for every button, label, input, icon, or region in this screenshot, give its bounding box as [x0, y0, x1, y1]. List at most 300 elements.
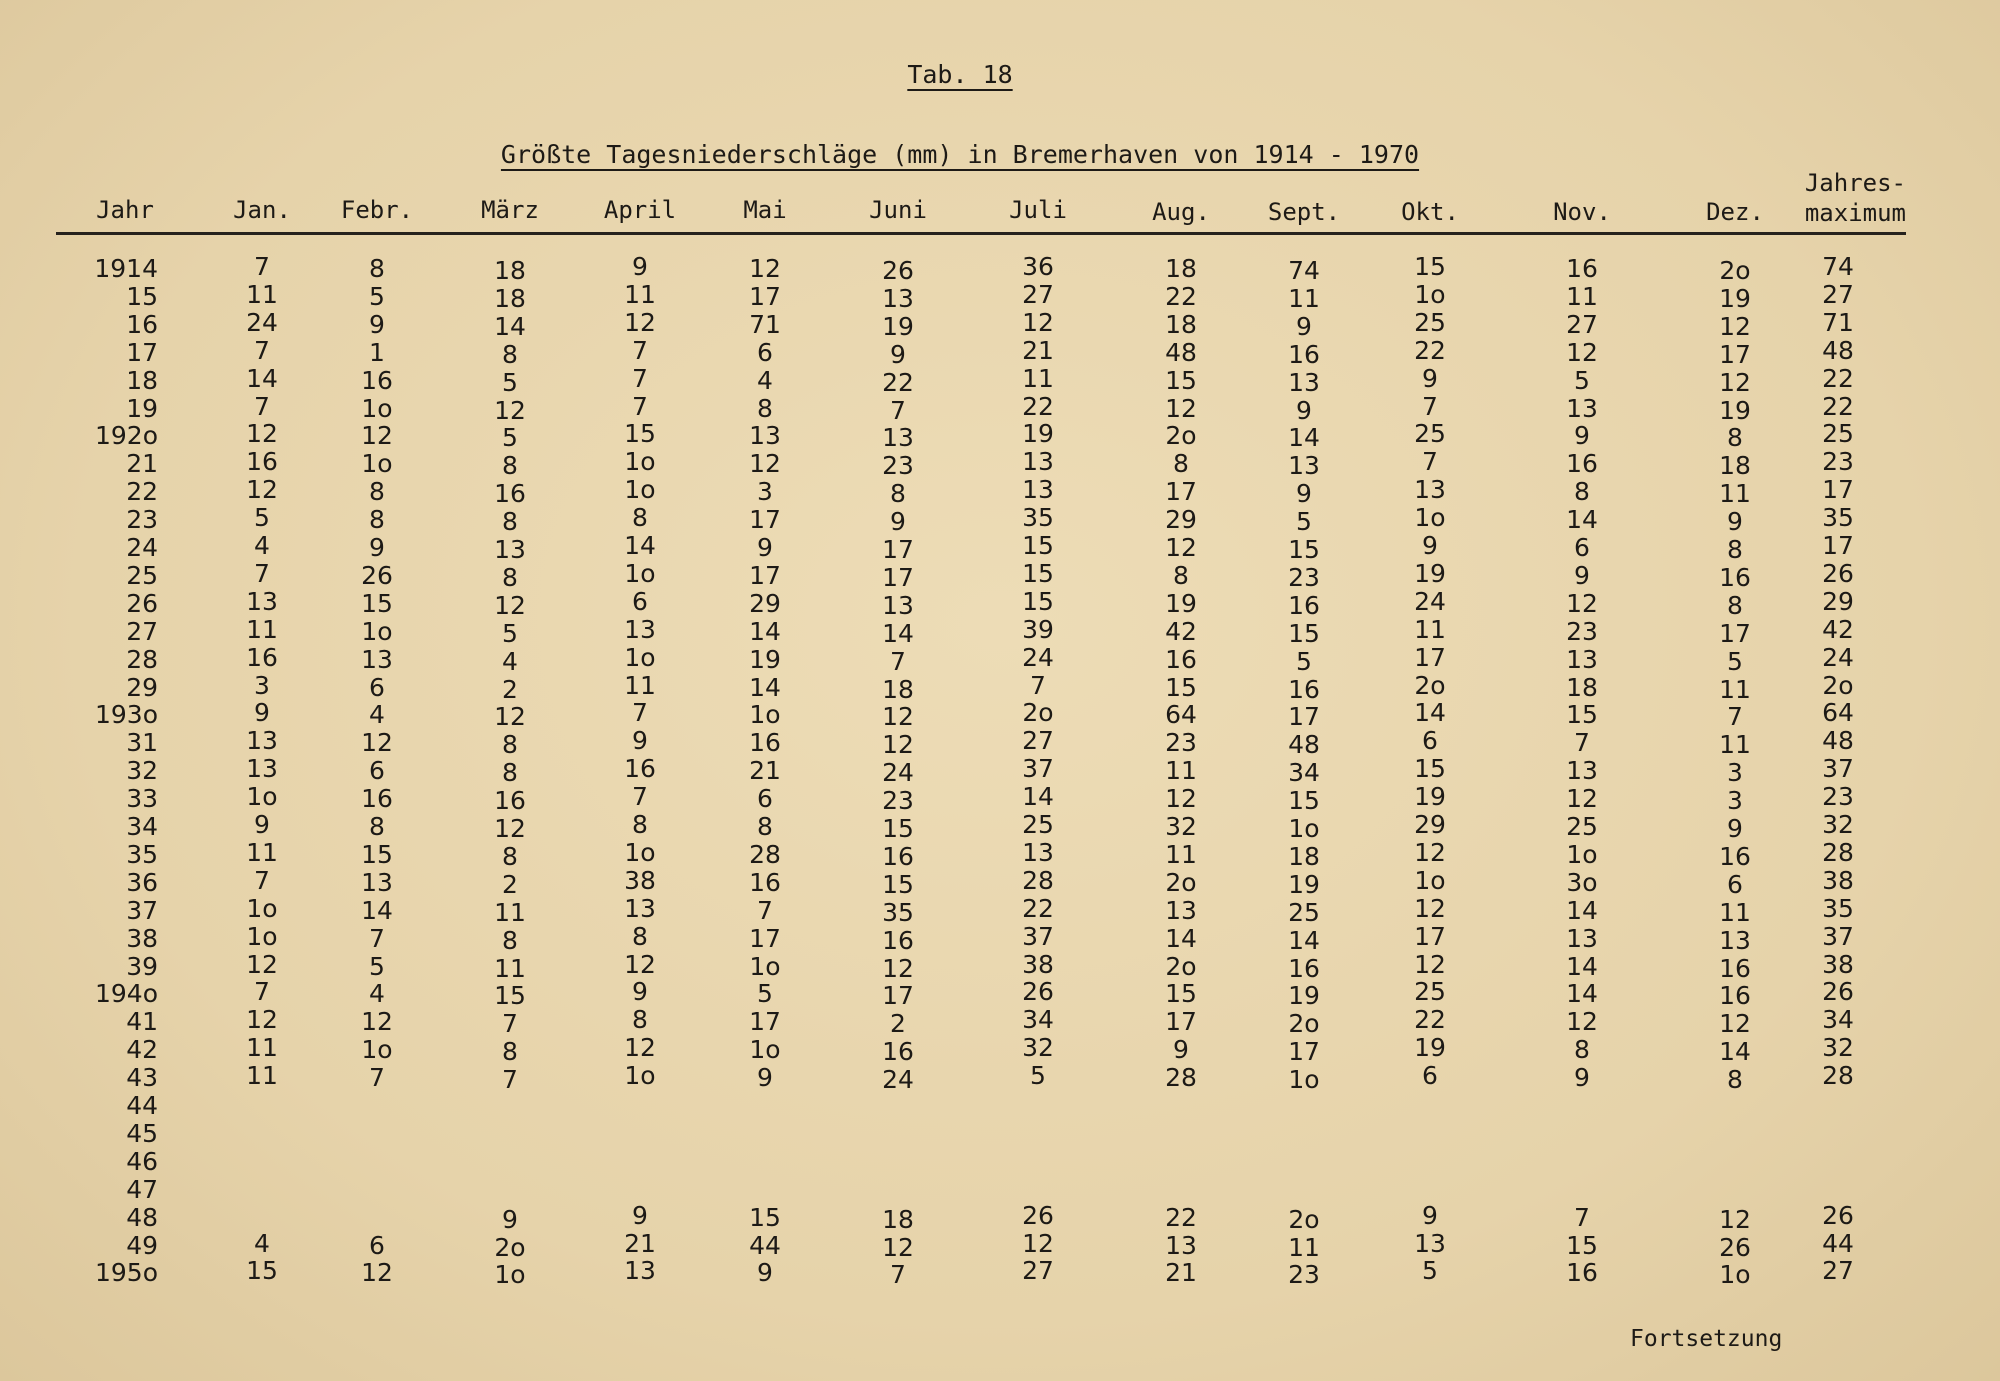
table-cell: 44 [1822, 1228, 1854, 1258]
table-cell: 17 [1822, 475, 1854, 505]
table-cell: 4 [254, 531, 270, 560]
table-cell: 9 [1422, 1200, 1438, 1230]
table-cell: 8 [369, 477, 385, 507]
table-cell: 17 [1719, 618, 1751, 648]
table-cell: 26 [361, 560, 393, 590]
column-header: Juni [869, 196, 927, 224]
table-cell: 34 [1022, 1005, 1054, 1035]
table-cell: 74 [1288, 256, 1320, 285]
table-cell: 13 [1566, 923, 1598, 953]
table-cell: 16 [1165, 644, 1197, 674]
table-cell: 21 [1165, 1258, 1197, 1288]
table-cell: 12 [882, 953, 914, 983]
table-cell: 13 [1165, 1230, 1197, 1260]
table-cell: 15 [1566, 700, 1598, 730]
table-cell: 23 [1822, 447, 1854, 477]
table-cell: 11 [246, 1033, 278, 1063]
table-cell: 3 [757, 477, 773, 507]
table-cell: 15 [1414, 252, 1446, 281]
table-cell: 15 [1288, 618, 1320, 648]
table-cell: 26 [1822, 977, 1854, 1007]
table-cell: 48 [1165, 337, 1197, 367]
column-header: Juli [1009, 196, 1067, 224]
table-cell: 16 [494, 479, 526, 509]
column-header: März [481, 196, 539, 224]
table-cell: 6 [1422, 1061, 1438, 1091]
table-cell: 16 [882, 925, 914, 955]
table-cell: 16 [882, 1037, 914, 1067]
table-cell: 16 [1719, 562, 1751, 592]
table-cell: 13 [882, 590, 914, 620]
table-cell: 18 [1165, 254, 1197, 283]
table-cell: 16 [1719, 981, 1751, 1011]
table-cell: 13 [1566, 644, 1598, 674]
table-cell: 15 [1022, 586, 1054, 616]
table-cell: 18 [1288, 841, 1320, 871]
year-cell: 29 [126, 672, 158, 702]
table-cell: 6 [369, 672, 385, 702]
table-cell: 7 [890, 646, 906, 676]
table-cell: 11 [624, 670, 656, 700]
table-cell: 18 [882, 674, 914, 704]
table-cell: 5 [1574, 365, 1590, 395]
table-cell: 3 [254, 670, 270, 700]
year-cell: 22 [126, 477, 158, 507]
table-cell: 13 [624, 893, 656, 923]
table-cell: 9 [1296, 479, 1312, 509]
table-cell: 27 [1022, 279, 1054, 309]
table-cell: 8 [502, 339, 518, 369]
table-cell: 28 [1822, 1061, 1854, 1091]
table-cell: 1o [1414, 279, 1446, 309]
table-cell: 4 [502, 646, 518, 676]
table-cell: 9 [757, 1063, 773, 1093]
year-cell: 26 [126, 588, 158, 618]
table-cell: 2o [1288, 1009, 1320, 1039]
table-cell: 5 [1727, 646, 1743, 676]
table-cell: 17 [1414, 642, 1446, 672]
table-cell: 8 [502, 925, 518, 955]
year-cell: 193o [94, 700, 158, 730]
table-cell: 13 [246, 726, 278, 756]
table-cell: 1o [624, 642, 656, 672]
table-cell: 16 [749, 867, 781, 897]
table-cell: 29 [1414, 810, 1446, 839]
table-cell: 32 [1165, 812, 1197, 841]
table-cell: 2 [890, 1009, 906, 1039]
table-cell: 7 [632, 391, 648, 421]
table-cell: 38 [1822, 949, 1854, 979]
table-cell: 2o [1022, 698, 1054, 728]
table-cell: 29 [1165, 505, 1197, 535]
table-cell: 9 [757, 533, 773, 562]
year-cell: 34 [126, 812, 158, 841]
table-cell: 26 [1822, 1200, 1854, 1230]
year-cell: 45 [126, 1118, 158, 1148]
table-cell: 14 [1566, 979, 1598, 1009]
table-cell: 5 [502, 423, 518, 453]
table-cell: 17 [749, 560, 781, 590]
table-cell: 16 [624, 754, 656, 784]
table-cell: 48 [1822, 726, 1854, 756]
table-cell: 18 [1165, 309, 1197, 339]
table-cell: 1o [1288, 1065, 1320, 1095]
table-cell: 9 [254, 810, 270, 839]
table-cell: 13 [361, 644, 393, 674]
table-cell: 14 [749, 672, 781, 702]
table-cell: 5 [1296, 646, 1312, 676]
table-cell: 16 [1719, 841, 1751, 871]
table-cell: 18 [494, 256, 526, 285]
table-cell: 2o [1719, 256, 1751, 285]
table-cell: 7 [890, 395, 906, 425]
table-cell: 6 [1574, 533, 1590, 562]
table-cell: 9 [757, 1258, 773, 1288]
table-cell: 12 [1566, 588, 1598, 618]
table-cell: 16 [1566, 254, 1598, 283]
table-cell: 12 [1414, 949, 1446, 979]
table-label: Tab. 18 [907, 60, 1013, 89]
table-cell: 13 [1022, 447, 1054, 477]
table-cell: 7 [254, 865, 270, 895]
table-cell: 14 [1165, 923, 1197, 953]
table-cell: 16 [1566, 1258, 1598, 1288]
table-cell: 11 [246, 837, 278, 867]
table-cell: 17 [1288, 702, 1320, 732]
table-cell: 12 [361, 421, 393, 451]
table-cell: 19 [1165, 588, 1197, 618]
table-cell: 25 [1288, 897, 1320, 927]
table-cell: 12 [361, 728, 393, 758]
table-cell: 6 [369, 756, 385, 786]
table-cell: 13 [1566, 393, 1598, 423]
table-cell: 15 [1288, 535, 1320, 564]
table-cell: 1o [246, 893, 278, 923]
table-cell: 9 [1574, 421, 1590, 451]
table-cell: 7 [1422, 391, 1438, 421]
table-cell: 14 [1288, 925, 1320, 955]
table-cell: 9 [632, 252, 648, 281]
table-cell: 28 [1822, 837, 1854, 867]
table-cell: 22 [1414, 335, 1446, 365]
table-cell: 6 [1422, 726, 1438, 756]
table-cell: 5 [502, 367, 518, 397]
year-cell: 43 [126, 1063, 158, 1093]
table-cell: 13 [1288, 367, 1320, 397]
table-cell: 7 [1727, 702, 1743, 732]
table-cell: 6 [1727, 869, 1743, 899]
table-cell: 8 [369, 812, 385, 841]
table-cell: 13 [1288, 451, 1320, 481]
year-cell: 47 [126, 1174, 158, 1204]
table-cell: 9 [1173, 1035, 1189, 1065]
table-cell: 1o [749, 951, 781, 981]
table-cell: 11 [624, 279, 656, 309]
table-cell: 5 [369, 281, 385, 311]
table-cell: 12 [361, 1007, 393, 1037]
table-cell: 17 [1165, 1007, 1197, 1037]
table-cell: 9 [632, 726, 648, 756]
table-cell: 8 [1173, 449, 1189, 479]
table-cell: 25 [1414, 419, 1446, 449]
table-cell: 8 [502, 730, 518, 760]
table-cell: 7 [632, 782, 648, 812]
table-cell: 12 [1566, 784, 1598, 814]
table-cell: 42 [1165, 616, 1197, 646]
table-cell: 6 [632, 586, 648, 616]
table-cell: 18 [494, 283, 526, 313]
table-cell: 4 [254, 1228, 270, 1258]
year-cell: 41 [126, 1007, 158, 1037]
table-cell: 16 [246, 447, 278, 477]
table-cell: 71 [1822, 307, 1854, 337]
table-cell: 12 [624, 949, 656, 979]
table-cell: 8 [502, 758, 518, 788]
table-cell: 14 [1566, 895, 1598, 925]
table-cell: 13 [882, 423, 914, 453]
table-cell: 25 [1022, 810, 1054, 839]
table-cell: 1o [361, 393, 393, 423]
table-cell: 16 [1288, 590, 1320, 620]
table-cell: 7 [1030, 670, 1046, 700]
column-header: Jahr [96, 196, 154, 224]
table-cell: 13 [1022, 475, 1054, 505]
table-cell: 38 [1022, 949, 1054, 979]
year-cell: 31 [126, 728, 158, 758]
table-cell: 16 [246, 642, 278, 672]
table-cell: 37 [1022, 754, 1054, 784]
table-cell: 12 [882, 1232, 914, 1262]
table-cell: 17 [749, 505, 781, 535]
table-cell: 11 [1719, 730, 1751, 760]
year-cell: 192o [94, 421, 158, 451]
table-cell: 11 [1165, 839, 1197, 869]
table-cell: 27 [1822, 1256, 1854, 1286]
table-cell: 9 [890, 507, 906, 537]
table-cell: 16 [1719, 953, 1751, 983]
year-cell: 28 [126, 644, 158, 674]
table-cell: 12 [361, 1258, 393, 1288]
table-cell: 12 [1719, 367, 1751, 397]
table-cell: 14 [1288, 423, 1320, 453]
table-cell: 42 [1822, 614, 1854, 644]
table-cell: 3o [1566, 867, 1598, 897]
year-cell: 46 [126, 1146, 158, 1176]
continuation-note: Fortsetzung [1630, 1326, 1783, 1352]
table-cell: 21 [1022, 335, 1054, 365]
table-cell: 14 [624, 531, 656, 560]
year-cell: 48 [126, 1202, 158, 1232]
year-cell: 17 [126, 337, 158, 367]
table-cell: 15 [749, 1202, 781, 1232]
table-cell: 2o [1414, 670, 1446, 700]
table-cell: 8 [1574, 1035, 1590, 1065]
table-cell: 7 [757, 895, 773, 925]
table-cell: 2 [502, 674, 518, 704]
table-cell: 1o [624, 837, 656, 867]
table-cell: 8 [1727, 423, 1743, 453]
table-cell: 12 [1414, 837, 1446, 867]
table-cell: 64 [1822, 698, 1854, 728]
table-cell: 8 [1727, 590, 1743, 620]
table-cell: 28 [1165, 1063, 1197, 1093]
column-header: Febr. [340, 196, 414, 224]
table-cell: 1o [1414, 503, 1446, 533]
table-cell: 15 [1414, 754, 1446, 784]
table-cell: 15 [361, 588, 393, 618]
year-cell: 24 [126, 533, 158, 562]
table-cell: 74 [1822, 252, 1854, 281]
table-cell: 23 [1566, 616, 1598, 646]
table-cell: 7 [254, 335, 270, 365]
table-cell: 29 [1822, 586, 1854, 616]
table-cell: 11 [1719, 674, 1751, 704]
table-cell: 22 [1165, 1202, 1197, 1232]
table-cell: 1o [624, 447, 656, 477]
table-cell: 13 [1414, 475, 1446, 505]
table-cell: 2o [1165, 951, 1197, 981]
table-cell: 14 [1022, 782, 1054, 812]
year-cell: 32 [126, 756, 158, 786]
table-cell: 27 [1566, 309, 1598, 339]
table-cell: 8 [1727, 535, 1743, 564]
table-cell: 6 [757, 784, 773, 814]
table-cell: 1o [624, 1061, 656, 1091]
year-cell: 194o [94, 979, 158, 1009]
table-cell: 8 [632, 921, 648, 951]
table-cell: 14 [1566, 951, 1598, 981]
table-cell: 15 [882, 814, 914, 843]
table-cell: 13 [246, 586, 278, 616]
column-header: Aug. [1152, 198, 1210, 226]
year-cell: 1914 [94, 254, 158, 283]
table-cell: 9 [369, 309, 385, 339]
table-cell: 7 [254, 391, 270, 421]
table-title: Größte Tagesniederschläge (mm) in Bremerhaven von 1914 - 1970 [500, 140, 1420, 169]
year-cell: 33 [126, 784, 158, 814]
table-cell: 15 [1165, 365, 1197, 395]
table-cell: 17 [749, 923, 781, 953]
table-cell: 7 [1422, 447, 1438, 477]
table-cell: 15 [494, 981, 526, 1011]
table-cell: 13 [882, 283, 914, 313]
year-cell: 15 [126, 281, 158, 311]
table-cell: 48 [1822, 335, 1854, 365]
table-cell: 9 [632, 1200, 648, 1230]
table-cell: 38 [1822, 865, 1854, 895]
table-cell: 7 [254, 252, 270, 281]
table-cell: 19 [1288, 869, 1320, 899]
table-cell: 9 [1727, 814, 1743, 843]
table-cell: 7 [254, 558, 270, 588]
table-cell: 32 [1822, 810, 1854, 839]
table-cell: 25 [1414, 977, 1446, 1007]
table-cell: 1o [1288, 814, 1320, 843]
table-cell: 2 [502, 869, 518, 899]
table-cell: 8 [369, 254, 385, 283]
table-cell: 16 [361, 784, 393, 814]
table-cell: 9 [1574, 560, 1590, 590]
table-cell: 4 [369, 979, 385, 1009]
table-cell: 1o [361, 616, 393, 646]
table-cell: 17 [749, 281, 781, 311]
table-cell: 6 [369, 1230, 385, 1260]
table-cell: 7 [502, 1009, 518, 1039]
table-cell: 8 [502, 841, 518, 871]
column-header: Nov. [1553, 198, 1611, 226]
year-cell: 16 [126, 309, 158, 339]
table-cell: 25 [1822, 419, 1854, 449]
table-cell: 12 [1165, 393, 1197, 423]
table-cell: 8 [632, 810, 648, 839]
table-cell: 5 [1296, 507, 1312, 537]
table-cell: 8 [890, 479, 906, 509]
table-cell: 37 [1822, 754, 1854, 784]
table-cell: 11 [1719, 897, 1751, 927]
table-cell: 21 [749, 756, 781, 786]
table-cell: 9 [632, 977, 648, 1007]
table-cell: 1o [361, 449, 393, 479]
table-cell: 4 [369, 700, 385, 730]
table-cell: 26 [1022, 1200, 1054, 1230]
table-cell: 19 [1719, 283, 1751, 313]
table-cell: 17 [882, 562, 914, 592]
table-cell: 16 [1288, 953, 1320, 983]
table-cell: 39 [1022, 614, 1054, 644]
table-cell: 2o [1165, 421, 1197, 451]
table-cell: 18 [1719, 451, 1751, 481]
table-cell: 12 [1022, 1228, 1054, 1258]
table-cell: 19 [1719, 395, 1751, 425]
table-cell: 13 [749, 421, 781, 451]
table-cell: 12 [1414, 893, 1446, 923]
table-cell: 2o [1288, 1204, 1320, 1234]
year-cell: 21 [126, 449, 158, 479]
year-cell: 195o [94, 1258, 158, 1288]
table-cell: 14 [749, 616, 781, 646]
table-cell: 5 [1422, 1256, 1438, 1286]
table-cell: 11 [494, 953, 526, 983]
table-cell: 14 [1719, 1037, 1751, 1067]
table-cell: 22 [1022, 391, 1054, 421]
table-cell: 1o [624, 475, 656, 505]
table-cell: 9 [1422, 531, 1438, 560]
table-cell: 23 [1822, 782, 1854, 812]
year-cell: 35 [126, 839, 158, 869]
year-cell: 27 [126, 616, 158, 646]
table-cell: 12 [494, 814, 526, 843]
table-cell: 22 [1822, 391, 1854, 421]
year-cell: 36 [126, 867, 158, 897]
table-cell: 17 [1719, 339, 1751, 369]
table-cell: 24 [1822, 642, 1854, 672]
table-cell: 1o [361, 1035, 393, 1065]
table-cell: 16 [749, 728, 781, 758]
table-cell: 11 [1288, 1232, 1320, 1262]
table-cell: 12 [1719, 1204, 1751, 1234]
table-cell: 24 [1414, 586, 1446, 616]
column-header: Jahres- maximum [1804, 169, 1906, 227]
table-cell: 15 [1288, 786, 1320, 816]
table-cell: 1o [624, 558, 656, 588]
table-cell: 1o [494, 1260, 526, 1290]
table-cell: 9 [1296, 395, 1312, 425]
year-cell: 42 [126, 1035, 158, 1065]
table-cell: 12 [494, 702, 526, 732]
table-cell: 23 [882, 786, 914, 816]
table-cell: 16 [1288, 339, 1320, 369]
table-cell: 26 [1719, 1232, 1751, 1262]
